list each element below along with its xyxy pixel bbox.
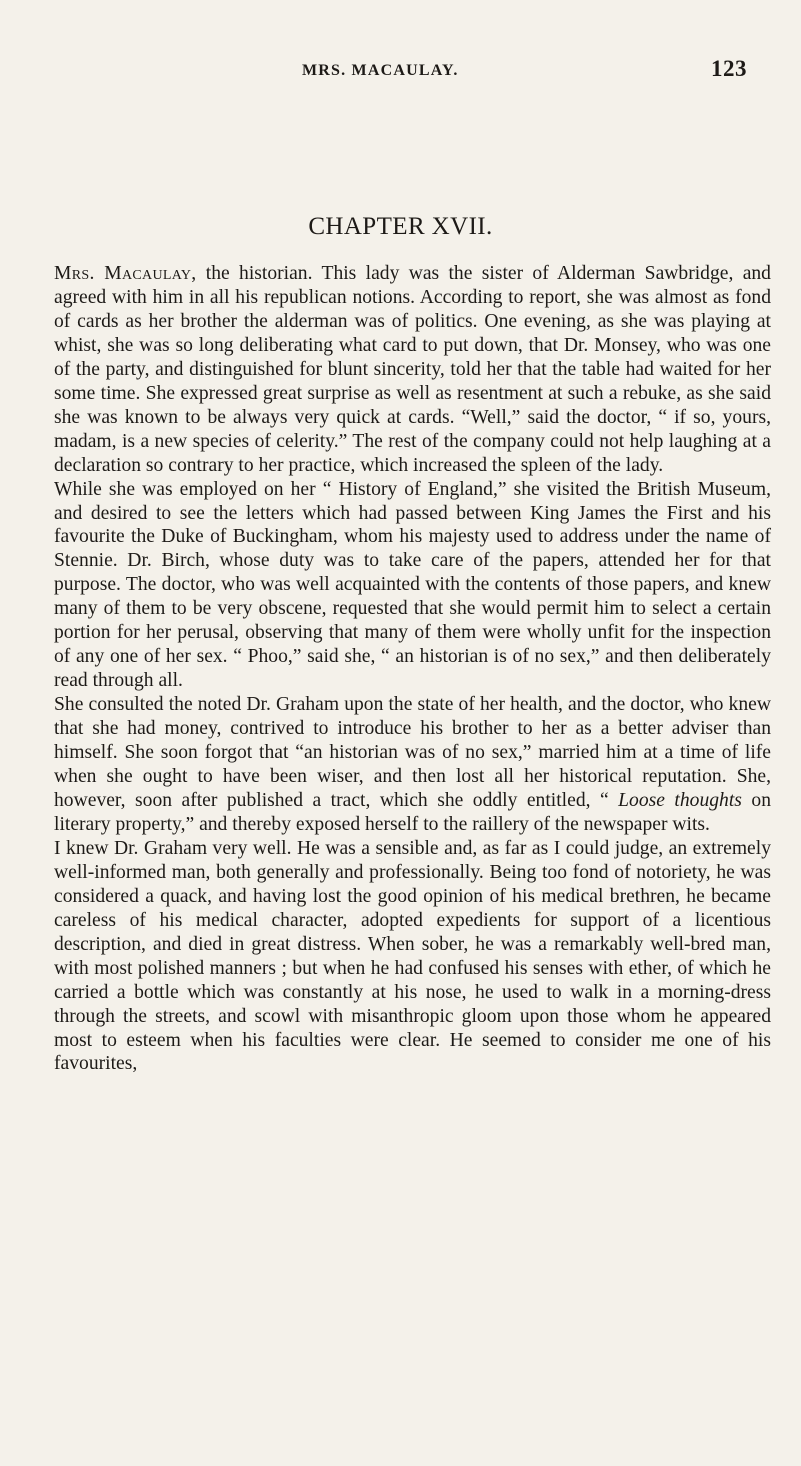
paragraph-3-text-before: She consulted the noted Dr. Graham upon the state of her health, and the doctor, who knew that she had money, contrived to introduce his brother to her as a better adviser than himself. She soon forgot that “an historian was of no sex,” married him at a time of life when she ought to have been wiser, and then lost all her historical reputation. She, however, soon after published a tract, which she oddly entitled, “	[54, 694, 771, 811]
running-head	[0, 52, 801, 82]
running-title: MRS. MACAULAY.	[302, 62, 459, 79]
chapter-heading: CHAPTER XVII.	[308, 213, 493, 240]
paragraph-4: I knew Dr. Graham very well. He was a sensible and, as far as I could judge, an extremely well-informed man, both generally and professionally. Being too fond of notoriety, he was considered a quack, and having lost the good opinion of his medical brethren, he became careless of his medical character, adopted expedients for support of a licentious description, and died in great distress. When sober, he was a remarkably well-bred man, with most polished manners ; but when he had confused his senses with ether, of which he carried a bottle which was constantly at his nose, he used to walk in a morning-dress through the streets, and scowl with misanthropic gloom upon those whom he appeared most to esteem when his faculties were clear. He seemed to consider me one of his favourites,	[54, 837, 771, 1075]
lead-name: Mrs. Macaulay,	[54, 263, 197, 284]
paragraph-2: While she was employed on her “ History of England,” she visited the British Museum, and desired to see the letters which had passed between King James the First and his favourite the Duke of Buckingham, whom his majesty used to address under the name of Stennie. Dr. Birch, whose duty was to take care of the papers, attended her for that purpose. The doctor, who was well acquainted with the contents of those papers, and knew many of them to be very obscene, requested that she would permit him to select a certain portion for her perusal, observing that many of them were wholly unfit for the inspection of any one of her sex. “ Phoo,” said she, “ an historian is of no sex,” and then deliberately read through all.	[54, 478, 771, 692]
italic-title: Loose thoughts	[618, 789, 742, 811]
body-text	[54, 262, 771, 1076]
paragraph-3	[54, 693, 771, 837]
paragraph-1	[54, 262, 771, 478]
paragraph-3-text-after: on literary property,” and thereby exposed herself to the raillery of the newspaper wits.	[54, 789, 771, 835]
page-number: 123	[711, 56, 747, 81]
paragraph-1-text: the historian. This lady was the sister of Alderman Sawbridge, and agreed with him in all his republican notions. According to report, she was almost as fond of cards as her brother the alderman was of politics. One evening, as she was playing at whist, she was so long deliberating what card to put down, that Dr. Monsey, who was one of the party, and distinguished for blunt sincerity, told her that the table had waited for her some time. She expressed great surprise as well as resentment at such a rebuke, as she said she was known to be always very quick at cards. “Well,” said the doctor, “ if so, yours, madam, is a new species of celerity.” The rest of the company could not help laughing at a declaration so contrary to her practice, which increased the spleen of the lady.	[54, 263, 771, 476]
